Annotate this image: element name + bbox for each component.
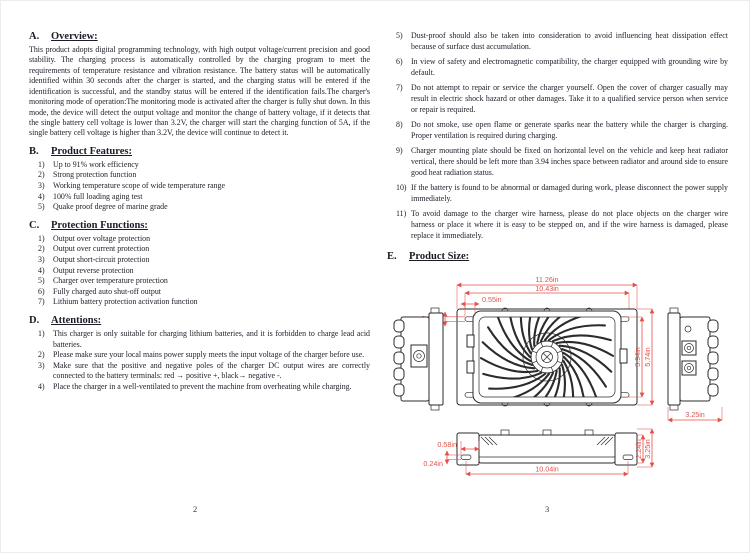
item-number: 4) [38,191,45,201]
dim-label-front-body-height: 2.24in [634,439,643,459]
right-side-view [668,308,722,420]
item-number: 6) [38,286,45,296]
item-number: 6) [396,57,403,67]
section-b-title: Product Features: [51,145,132,157]
connector-tab [467,361,474,373]
section-d-heading [29,315,370,326]
section-a-letter: A. [29,31,40,42]
list-item [387,183,728,204]
main-view [457,291,637,422]
list-item [387,209,728,241]
item-text: Quake proof degree of marine grade [53,202,168,212]
section-e-heading [387,251,728,262]
item-number: 5) [38,202,45,212]
list-item [29,192,370,203]
left-side-view [394,308,443,410]
item-text: Do not smoke, use open flame or generate sparks near the battery while the charger is charging. Proper ventilation is required during charging. [411,120,728,140]
item-text: Lithium battery protection activation function [53,297,198,307]
item-number: 1) [38,159,45,169]
item-text: Fully charged auto shut-off output [53,286,161,296]
page-number-right: 3 [545,504,550,514]
item-text: This charger is only suitable for charging lithium batteries, and it is forbidden to charge lead acid batteries. [53,328,370,349]
list-item [387,83,728,115]
section-b-heading [29,146,370,157]
list-item [387,120,728,141]
list-item [29,382,370,393]
section-a-title: Overview: [51,31,98,42]
item-text: Output over current protection [53,244,150,254]
item-text: Working temperature scope of wide temperature range [53,180,226,190]
dim-label-front-width: 10.04in [535,464,559,474]
dim-label-front-slot-offset: 0.58in [437,440,457,450]
item-number: 2) [38,350,45,360]
product-size-svg [385,271,730,483]
section-e-title: Product Size: [409,251,470,263]
front-view [423,429,652,474]
connector-tab [467,335,474,347]
item-text: Strong protection function [53,170,137,180]
item-text: Up to 91% work efficiency [53,159,139,169]
product-size-drawing [385,271,728,488]
list-item [29,181,370,192]
section-c-letter: C. [29,219,40,231]
dim-label-side-depth: 3.25in [685,410,705,420]
item-text: Place the charger in a well-ventilated to prevent the machine from overheating while charging. [53,381,352,391]
list-item [29,170,370,181]
item-number: 2) [38,244,45,254]
dim-label-front-overall-height: 3.25in [643,439,652,459]
item-number: 5) [396,31,403,40]
list-item [387,31,728,52]
item-text: To avoid damage to the charger wire harness, please do not place objects on the charger wire harness or place it where it is easy to be stepped on, and if the wire harness is damaged, please replace it immediately. [411,209,728,240]
item-number: 11) [396,209,407,219]
dim-label-top-width-outer: 11.26in [535,275,559,285]
item-text: Do not attempt to repair or service the charger yourself. Open the cover of charger casually may result in electric shock hazard or other damages. Take it to a qualified service person when service or repair is required. [411,83,728,114]
item-number: 4) [38,265,45,275]
item-number: 3) [38,254,45,264]
item-number: 7) [38,297,45,307]
dc-connector [682,341,696,355]
item-number: 5) [38,276,45,286]
list-item [387,146,728,178]
item-number: 3) [38,180,45,190]
list-item [29,361,370,382]
dim-label-body-height: 3.94in [633,347,642,367]
dim-label-front-slot-height: 0.24in [423,459,443,469]
item-number: 2) [38,170,45,180]
list-item [29,266,370,277]
list-item [387,57,728,78]
list-item [29,287,370,298]
section-d-title: Attentions: [51,314,102,326]
item-text: Make sure that the positive and negative poles of the charger DC output wires are correctly connected to the battery terminals: red → positive +, black→ negative -. [53,360,370,381]
item-text: Output reverse protection [53,265,134,275]
dc-connector [682,361,696,375]
section-b-letter: B. [29,145,39,157]
item-number: 7) [396,83,403,93]
item-text: Output short-circuit protection [53,254,150,264]
item-number: 10) [396,183,407,193]
item-text: In view of safety and electromagnetic compatibility, the charger equipped with grounding wire by default. [411,57,728,77]
left-page [29,31,370,392]
list-item [29,297,370,308]
item-text: If the battery is found to be abnormal or damaged during work, please disconnect the power supply immediately. [411,183,728,203]
list-item [29,234,370,245]
item-number: 1) [38,233,45,243]
list-item [29,244,370,255]
list-item [29,255,370,266]
dim-label-top-width-inner: 10.43in [535,284,559,294]
section-a-body: This product adopts digital programming technology, with high output voltage/current precision and good stability. The charging process is automatically controlled by the charging program to meet the requirements of temperature resistance and vibration resistance. The battery status will be automatically identified within 30 seconds after the charger is started, and the charging status will be entered if the identification is successful, and the standby status will be entered if the identification fails.The charger's monitoring mode of operation:The monitoring mode is activated after the charger is fully shut down. In this mode, the device will detect the output voltage and monitor the change of battery voltage, if it detects that the single battery cell voltage is lower than 3.2V, the charger will start the charging function of 5A, if the single battery cell voltage is higher than 3.2V, the device will continue to detect it. [29,45,370,138]
item-text: Please make sure your local mains power supply meets the input voltage of the charger before use. [53,350,365,360]
item-text: Output over voltage protection [53,233,151,243]
list-item [29,276,370,287]
item-text: Charger mounting plate should be fixed on horizontal level on the vehicle and keep heat radiator vertical, there should be left more than 3.94 inches space between radiator and around side to ensure good heat radiation status. [411,146,728,177]
section-c-heading [29,220,370,231]
item-number: 9) [396,146,403,156]
section-d-letter: D. [29,314,40,326]
list-item [29,202,370,213]
list-item [29,350,370,361]
section-a-heading [29,31,370,42]
dim-label-slot-width: 0.55in [482,295,502,305]
page-number-left: 2 [193,504,198,514]
item-number: 1) [38,328,45,338]
item-number: 4) [38,381,45,391]
item-number: 3) [38,360,45,370]
section-c-title: Protection Functions: [51,219,148,231]
right-page [387,31,728,488]
item-text: Dust-proof should also be taken into consideration to avoid influencing heat dissipation effect because of surface dust accumulation. [411,31,728,51]
item-number: 8) [396,120,403,130]
section-e-letter: E. [387,251,397,263]
item-text: Charger over temperature protection [53,276,168,286]
connector-tab [620,349,627,363]
dim-label-overall-height: 5.74in [643,347,652,367]
list-item [29,329,370,350]
item-text: 100% full loading aging test [53,191,143,201]
list-item [29,160,370,171]
